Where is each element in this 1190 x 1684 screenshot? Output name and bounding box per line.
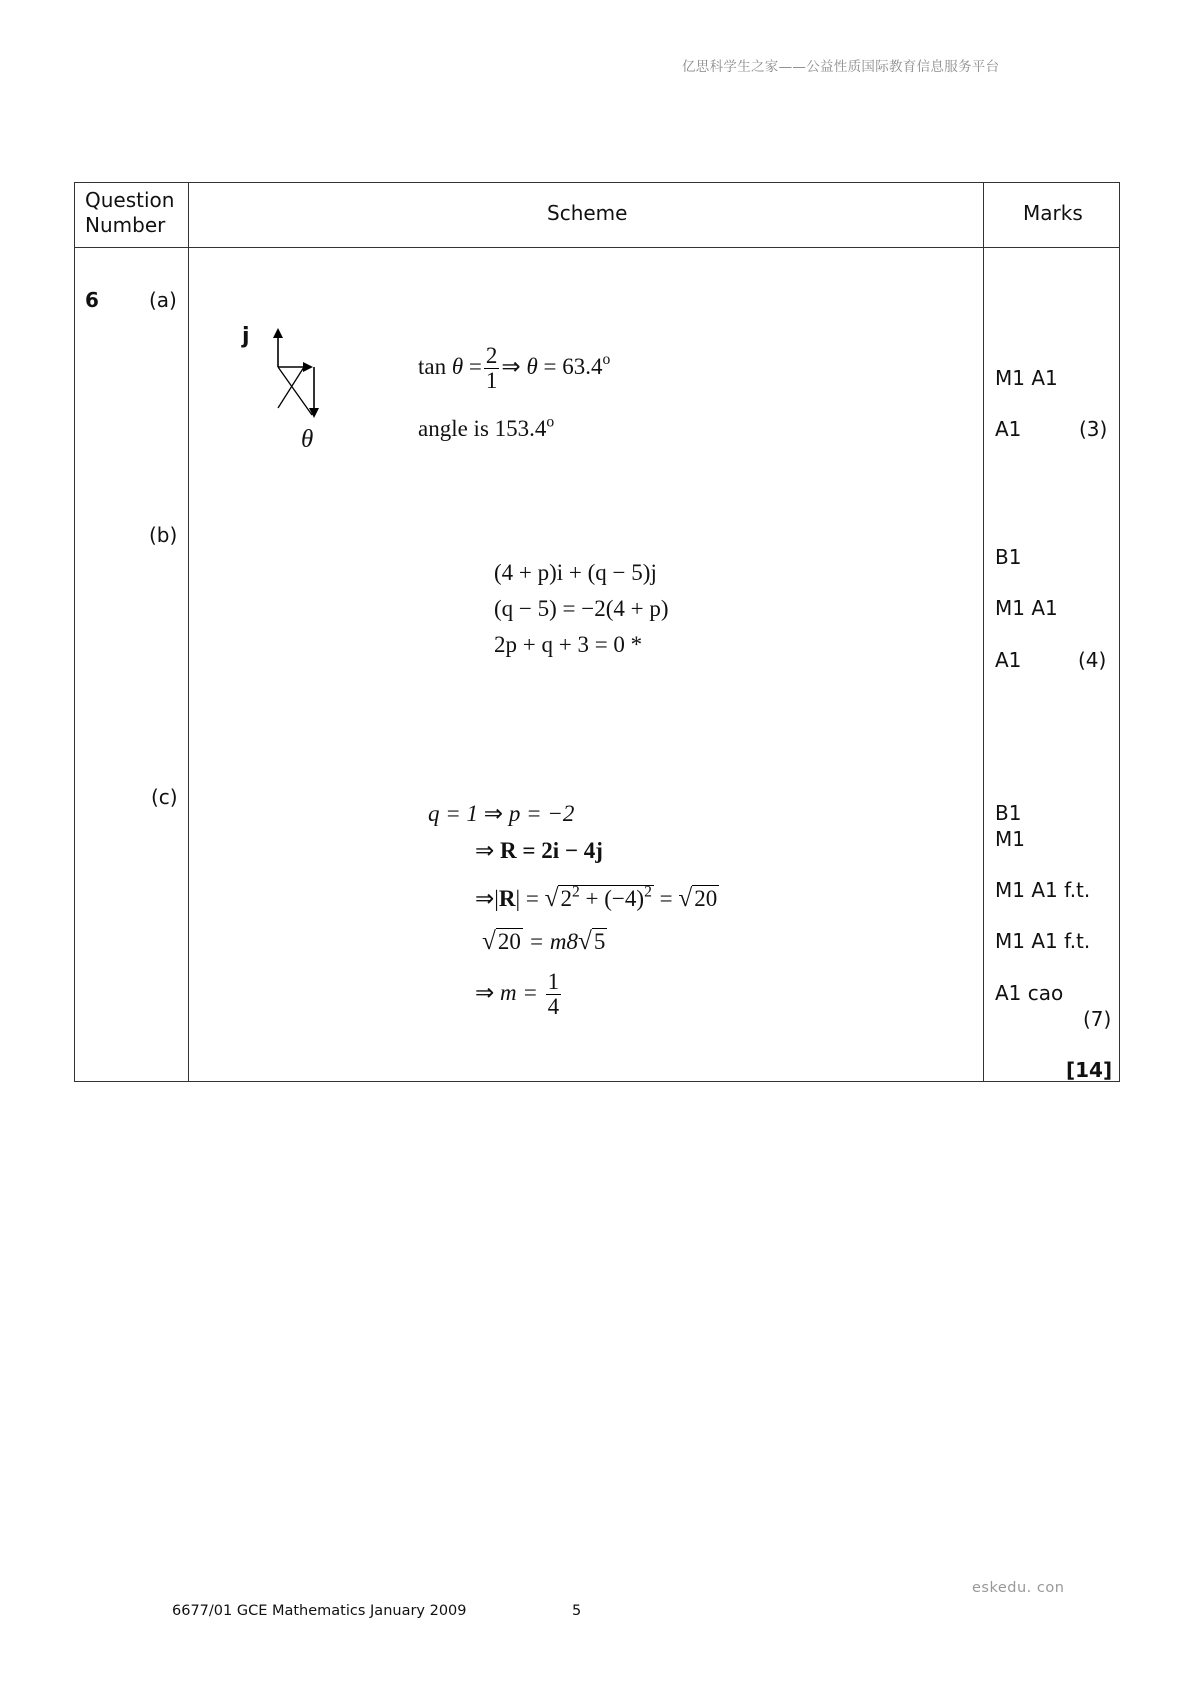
mark-c4: M1 A1 f.t.	[995, 929, 1091, 953]
scheme-c-line3: ⇒|R| = $√2^2 + (-4)^2 = √20$	[475, 883, 718, 912]
q-value: q = 1	[428, 801, 479, 826]
mark-c2: M1	[995, 827, 1025, 851]
mark-c3: M1 A1 f.t.	[995, 878, 1091, 902]
resultant-vector: R = 2i − 4j	[500, 838, 603, 863]
mark-b-total: (4)	[1078, 648, 1107, 672]
m-equals: m =	[500, 979, 538, 1005]
mark-c1: B1	[995, 801, 1022, 825]
p-value: p = −2	[508, 801, 575, 826]
watermark: eskedu. con	[972, 1580, 1065, 1596]
scheme-b-line3: 2p + q + 3 = 0 *	[494, 632, 643, 657]
magnitude-result: 20	[694, 886, 718, 911]
fraction-numerator: 2	[485, 343, 498, 368]
fraction-denominator: 1	[485, 368, 498, 394]
scheme-b-line2: (q − 5) = −2(4 + p)	[494, 596, 669, 621]
scheme-c-line2: ⇒ R = 2i − 4j	[475, 838, 603, 863]
mark-b1: B1	[995, 545, 1022, 569]
footer-page-number: 5	[572, 1603, 582, 1619]
diagonal-line	[278, 367, 312, 415]
fraction-numerator: 1	[547, 969, 560, 994]
fraction-denominator: 4	[547, 994, 560, 1020]
column-divider	[983, 183, 984, 1081]
fraction-1-over-4	[546, 970, 562, 1019]
mark-grand-total: [14]	[1066, 1058, 1113, 1082]
column-divider	[188, 183, 189, 1081]
diagram-j-label: j	[242, 324, 250, 349]
part-a-label: (a)	[149, 288, 177, 312]
question-number: 6	[85, 288, 99, 312]
footer-paper: 6677/01 GCE Mathematics January 2009	[172, 1603, 467, 1619]
header-scheme: Scheme	[547, 201, 628, 225]
fraction-2-over-1	[484, 344, 500, 393]
root-five: 5	[593, 929, 606, 954]
angle-statement: angle is 153.4	[418, 416, 547, 441]
header-marks: Marks	[1023, 201, 1083, 225]
theta-symbol: θ	[451, 353, 464, 379]
scheme-c-line4: √20 = m8√5	[482, 927, 606, 955]
part-b-label: (b)	[149, 523, 178, 547]
scheme-a-line1: tan θ = $\frac{2}{1}$ ⇒ $\theta = 63.4^o$	[418, 343, 611, 394]
scheme-a-line2	[418, 413, 555, 442]
radicand-two: 2	[560, 886, 572, 911]
degree-mark: o	[546, 413, 555, 431]
mark-c5: A1 cao	[995, 981, 1064, 1005]
mark-a2: A1	[995, 417, 1022, 441]
angle-result: 63.4	[562, 353, 603, 379]
part-c-label: (c)	[151, 785, 178, 809]
mark-b3: A1	[995, 648, 1022, 672]
header-note: 亿思科学生之家——公益性质国际教育信息服务平台	[682, 59, 1000, 75]
header-divider	[75, 247, 1119, 248]
mark-a-total: (3)	[1079, 417, 1108, 441]
radicand-minus-four: + (−4)	[585, 886, 645, 911]
mark-a1: M1 A1	[995, 366, 1058, 390]
tan-text: tan	[418, 353, 447, 379]
mark-b2: M1 A1	[995, 596, 1058, 620]
m-eight: = m8	[528, 929, 579, 954]
header-question-number: Question Number	[85, 188, 175, 237]
mark-c-total: (7)	[1083, 1007, 1112, 1031]
scheme-c-line1: q = 1 ⇒ p = −2	[428, 801, 575, 826]
scheme-c-line5: ⇒ m = $\frac{1}{4}$	[475, 969, 560, 1020]
theta-symbol: θ	[526, 353, 538, 379]
degree-mark: o	[602, 351, 611, 369]
scheme-b-line1: (4 + p)i + (q − 5)j	[494, 560, 657, 585]
vector-diagram	[265, 322, 329, 422]
diagram-theta-label: θ	[301, 426, 314, 453]
root-twenty: 20	[497, 929, 521, 954]
